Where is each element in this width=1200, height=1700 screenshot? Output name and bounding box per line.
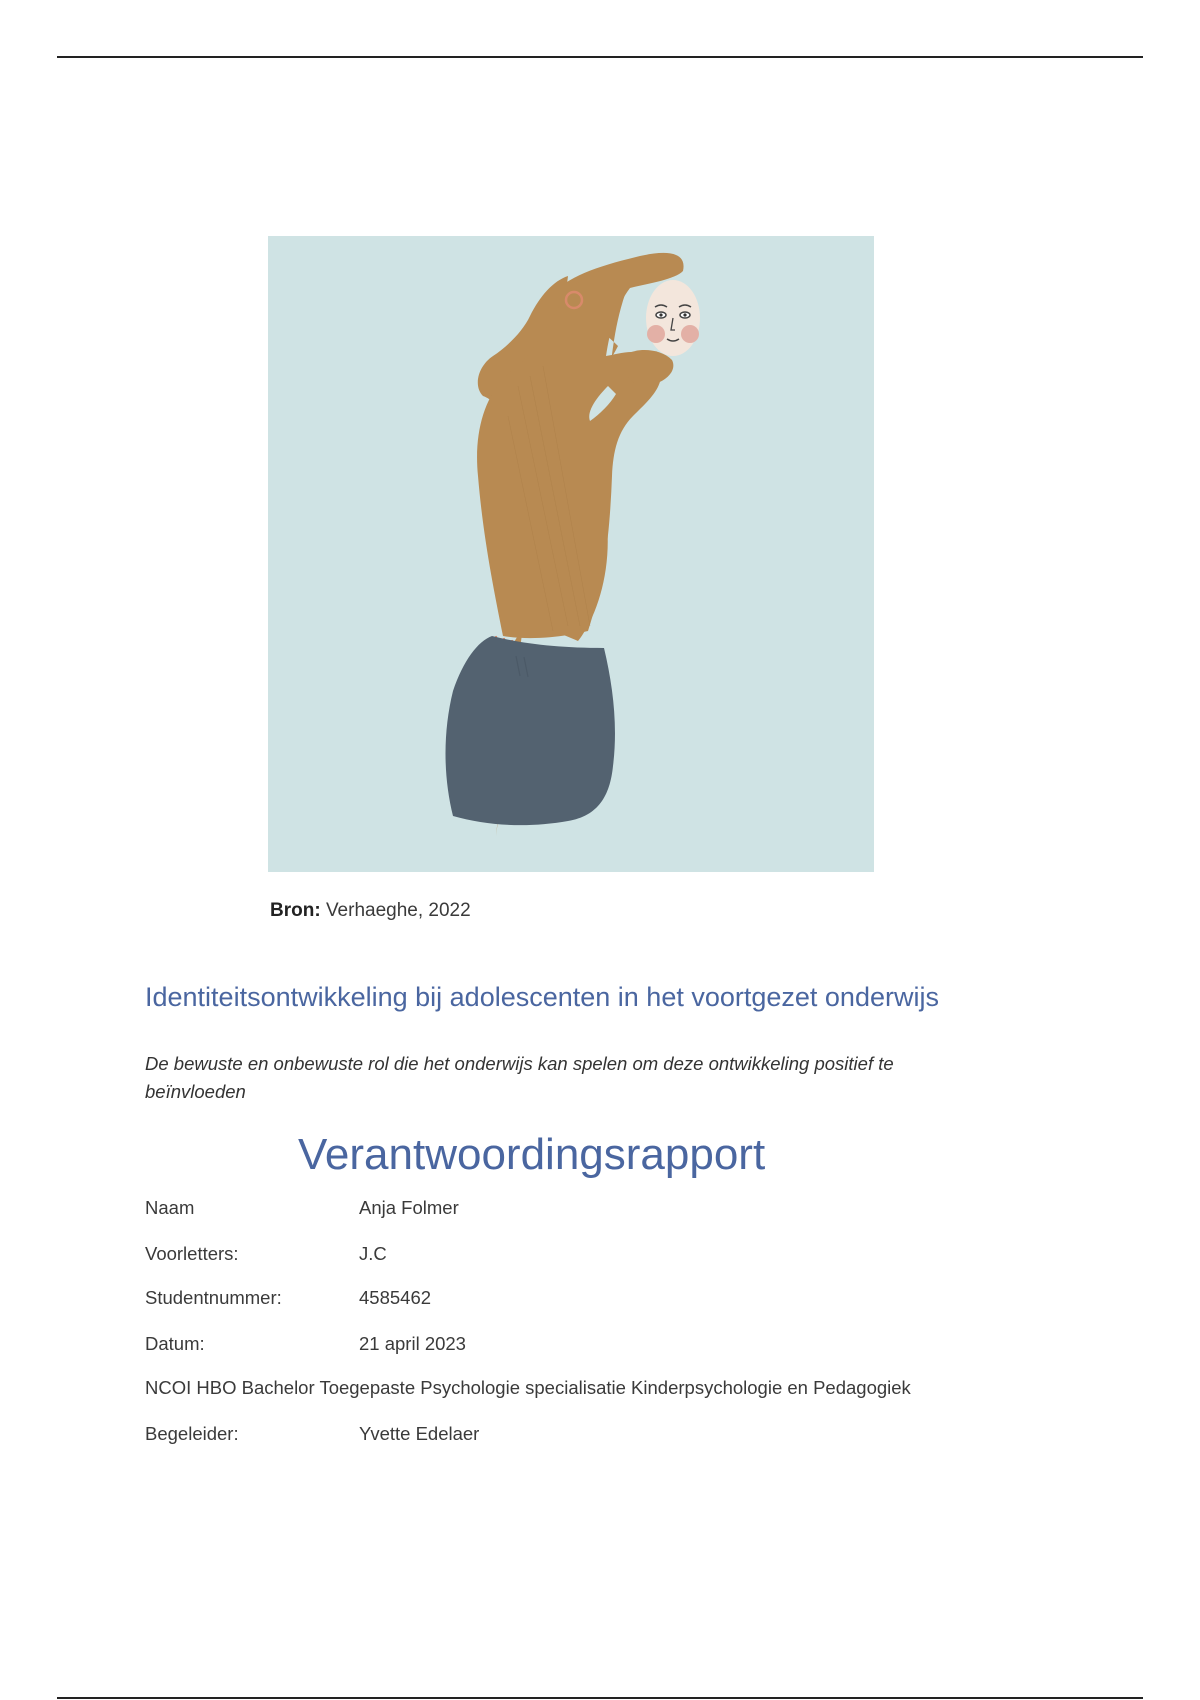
- sleeve-shape: [446, 636, 615, 825]
- image-caption: [270, 900, 471, 922]
- caption-text: Verhaeghe, 2022: [325, 900, 471, 921]
- header-rule: [57, 56, 1143, 58]
- name-label: Naam: [145, 1197, 195, 1218]
- document-title: Identiteitsontwikkeling bij adolescenten in het voortgezet onderwijs: [145, 982, 939, 1012]
- info-row-student-number: [145, 1287, 431, 1309]
- footer-rule: [57, 1697, 1143, 1699]
- supervisor-value: Yvette Edelaer: [359, 1423, 480, 1444]
- date-value: 21 april 2023: [359, 1333, 466, 1354]
- supervisor-label: Begeleider:: [145, 1423, 239, 1444]
- student-number-label: Studentnummer:: [145, 1287, 282, 1308]
- hand-holding-mask-illustration: [268, 236, 874, 872]
- info-row-date: [145, 1333, 466, 1355]
- document-subtitle: De bewuste en onbewuste rol die het onderwijs kan spelen om deze ontwikkeling positief te beïnvloeden: [145, 1053, 894, 1102]
- report-title: Verantwoordingsrapport: [298, 1130, 766, 1179]
- info-row-supervisor: [145, 1423, 479, 1445]
- student-number-value: 4585462: [359, 1287, 432, 1308]
- info-row-name: [145, 1197, 459, 1219]
- program-line: NCOI HBO Bachelor Toegepaste Psychologie specialisatie Kinderpsychologie en Pedagogiek: [145, 1377, 911, 1398]
- initials-label: Voorletters:: [145, 1243, 239, 1264]
- date-label: Datum:: [145, 1333, 205, 1354]
- cover-illustration: [268, 236, 874, 872]
- caption-label: Bron:: [270, 900, 321, 921]
- initials-value: J.C: [359, 1243, 387, 1264]
- name-value: Anja Folmer: [359, 1197, 459, 1218]
- info-row-initials: [145, 1243, 387, 1265]
